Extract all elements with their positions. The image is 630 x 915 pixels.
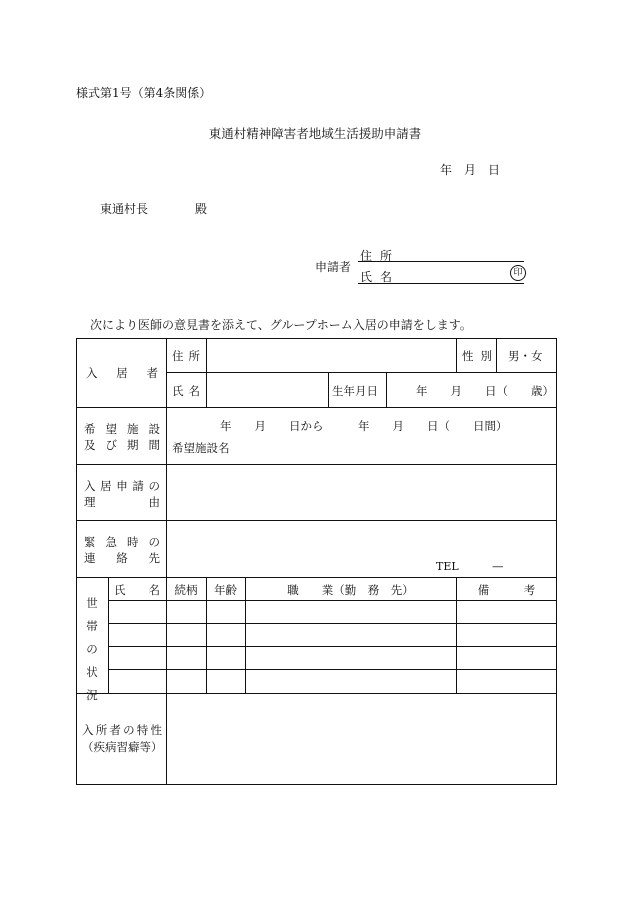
household-header-remarks: 備 考 (477, 583, 536, 597)
resident-section-label: 入居者 (86, 366, 158, 380)
household-header-occupation: 職 業（勤 務 先） (287, 583, 414, 597)
gender-label: 性別 (462, 349, 492, 363)
applicant-address-field[interactable] (358, 261, 524, 262)
facility-section-label-2: 及び期間 (84, 438, 160, 452)
reason-label-2: 理由 (84, 495, 160, 509)
tel-dash: — (492, 559, 504, 573)
household-header-name: 氏 名 (114, 583, 160, 597)
birthdate-field[interactable]: 年 月 日（ 歳） (416, 384, 554, 398)
gender-options[interactable]: 男・女 (508, 349, 543, 363)
facility-name-label: 希望施設名 (172, 441, 230, 455)
period-field[interactable]: 年 月 日から 年 月 日（ 日間） (220, 419, 508, 433)
intro-text: 次により医師の意見書を添えて、グループホーム入居の申請をします。 (90, 318, 472, 332)
household-header-age: 年齢 (214, 583, 237, 597)
applicant-name-field[interactable] (358, 283, 524, 284)
characteristics-label-1: 入所者の特性 (82, 723, 162, 737)
emergency-field[interactable] (168, 522, 554, 558)
applicant-name-label: 氏名 (360, 270, 401, 284)
resident-address-label: 住所 (172, 349, 200, 363)
emergency-label-2: 連絡先 (84, 551, 160, 565)
characteristics-label-2: （疾病習癖等） (82, 740, 163, 754)
household-header-relation: 続柄 (174, 583, 198, 597)
reason-label-1: 入居申請の (84, 479, 160, 493)
birthdate-label: 生年月日 (332, 384, 378, 398)
resident-name-field[interactable] (208, 374, 326, 404)
date-field[interactable]: 年 月 日 (440, 163, 501, 177)
resident-name-label: 氏名 (172, 384, 200, 398)
document-title: 東通村精神障害者地域生活援助申請書 (208, 126, 422, 141)
facility-section-label-1: 希望施設 (84, 422, 160, 436)
reason-field[interactable] (168, 466, 554, 518)
resident-address-field[interactable] (208, 340, 454, 370)
honorific: 殿 (195, 202, 208, 216)
tel-label: TEL (436, 560, 459, 573)
addressee: 東通村長 (100, 202, 149, 216)
household-rows[interactable] (110, 602, 554, 692)
characteristics-field[interactable] (168, 695, 554, 783)
seal-icon: 印 (510, 265, 526, 281)
applicant-label: 申請者 (315, 260, 352, 274)
household-section-label: 世帯の状況 (86, 596, 98, 702)
form-number: 様式第1号（第4条関係） (76, 86, 212, 100)
emergency-label-1: 緊急時の (84, 535, 160, 549)
application-table (76, 338, 557, 785)
applicant-address-label: 住所 (360, 249, 401, 263)
